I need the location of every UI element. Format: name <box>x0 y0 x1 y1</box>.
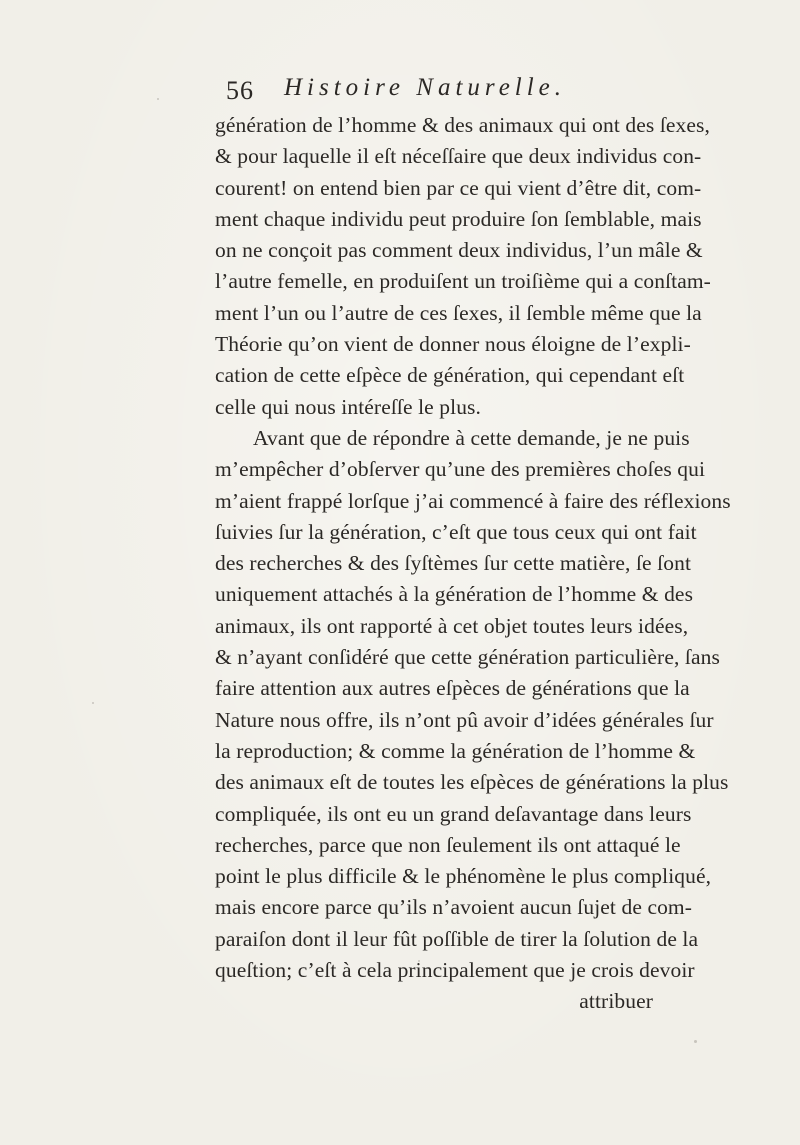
paragraph-start-line: Avant que de répondre à cette demande, je ne puis <box>253 425 690 450</box>
text-line: mais encore parce qu’ils n’avoient aucun ſujet de com- <box>215 895 693 920</box>
paragraph-end-line: celle qui nous intéreſſe le plus. <box>215 394 482 419</box>
text-line: recherches, parce que non ſeulement ils ont attaqué le <box>215 832 681 857</box>
text-line: l’autre femelle, en produiſent un troiſième qui a conſtam- <box>215 269 711 294</box>
text-line: Nature nous offre, ils n’ont pû avoir d’idées générales ſur <box>215 707 714 732</box>
body-text <box>215 110 731 1018</box>
running-title: Histoire Naturelle. <box>284 74 567 101</box>
text-line: ſuivies ſur la génération, c’eſt que tous ceux qui ont fait <box>215 519 697 544</box>
text-line: on ne conçoit pas comment deux individus, l’un mâle & <box>215 238 703 263</box>
text-line: m’aient frappé lorſque j’ai commencé à faire des réflexions <box>215 488 731 513</box>
text-line: des recherches & des ſyſtèmes ſur cette matière, ſe ſont <box>215 551 692 576</box>
text-line: des animaux eſt de toutes les eſpèces de générations la plus <box>215 770 729 795</box>
text-line: compliquée, ils ont eu un grand deſavantage dans leurs <box>215 801 692 826</box>
page-header <box>226 72 666 108</box>
text-line: Théorie qu’on vient de donner nous éloigne de l’expli- <box>215 332 691 357</box>
text-line: génération de l’homme & des animaux qui ont des ſexes, <box>215 113 710 137</box>
page-number: 56 <box>226 76 254 105</box>
text-line: queſtion; c’eſt à cela principalement que je crois devoir <box>215 958 695 983</box>
catchword: attribuer <box>579 989 653 1014</box>
text-line: courent! on entend bien par ce qui vient d’être dit, com- <box>215 175 702 200</box>
text-line: animaux, ils ont rapporté à cet objet toutes leurs idées, <box>215 613 689 638</box>
text-line: point le plus difficile & le phénomène le plus compliqué, <box>215 864 712 889</box>
paper-speck <box>157 98 159 100</box>
paper-speck <box>418 960 420 962</box>
text-line: paraiſon dont il leur fût poſſible de tirer la ſolution de la <box>215 926 699 951</box>
text-line: cation de cette eſpèce de génération, qui cependant eſt <box>215 363 685 388</box>
paper-speck <box>92 702 94 704</box>
text-line: & pour laquelle il eſt néceſſaire que deux individus con- <box>215 144 702 169</box>
text-line: & n’ayant conſidéré que cette génération particulière, ſans <box>215 645 720 670</box>
text-line: m’empêcher d’obſerver qu’une des premières choſes qui <box>215 457 706 482</box>
text-line: ment l’un ou l’autre de ces ſexes, il ſemble même que la <box>215 300 702 325</box>
paper-speck <box>694 1040 697 1043</box>
text-line: uniquement attachés à la génération de l’homme & des <box>215 582 694 607</box>
text-line: ment chaque individu peut produire ſon ſemblable, mais <box>215 206 702 231</box>
text-line: la reproduction; & comme la génération de l’homme & <box>215 738 696 763</box>
text-line: faire attention aux autres eſpèces de générations que la <box>215 676 690 701</box>
